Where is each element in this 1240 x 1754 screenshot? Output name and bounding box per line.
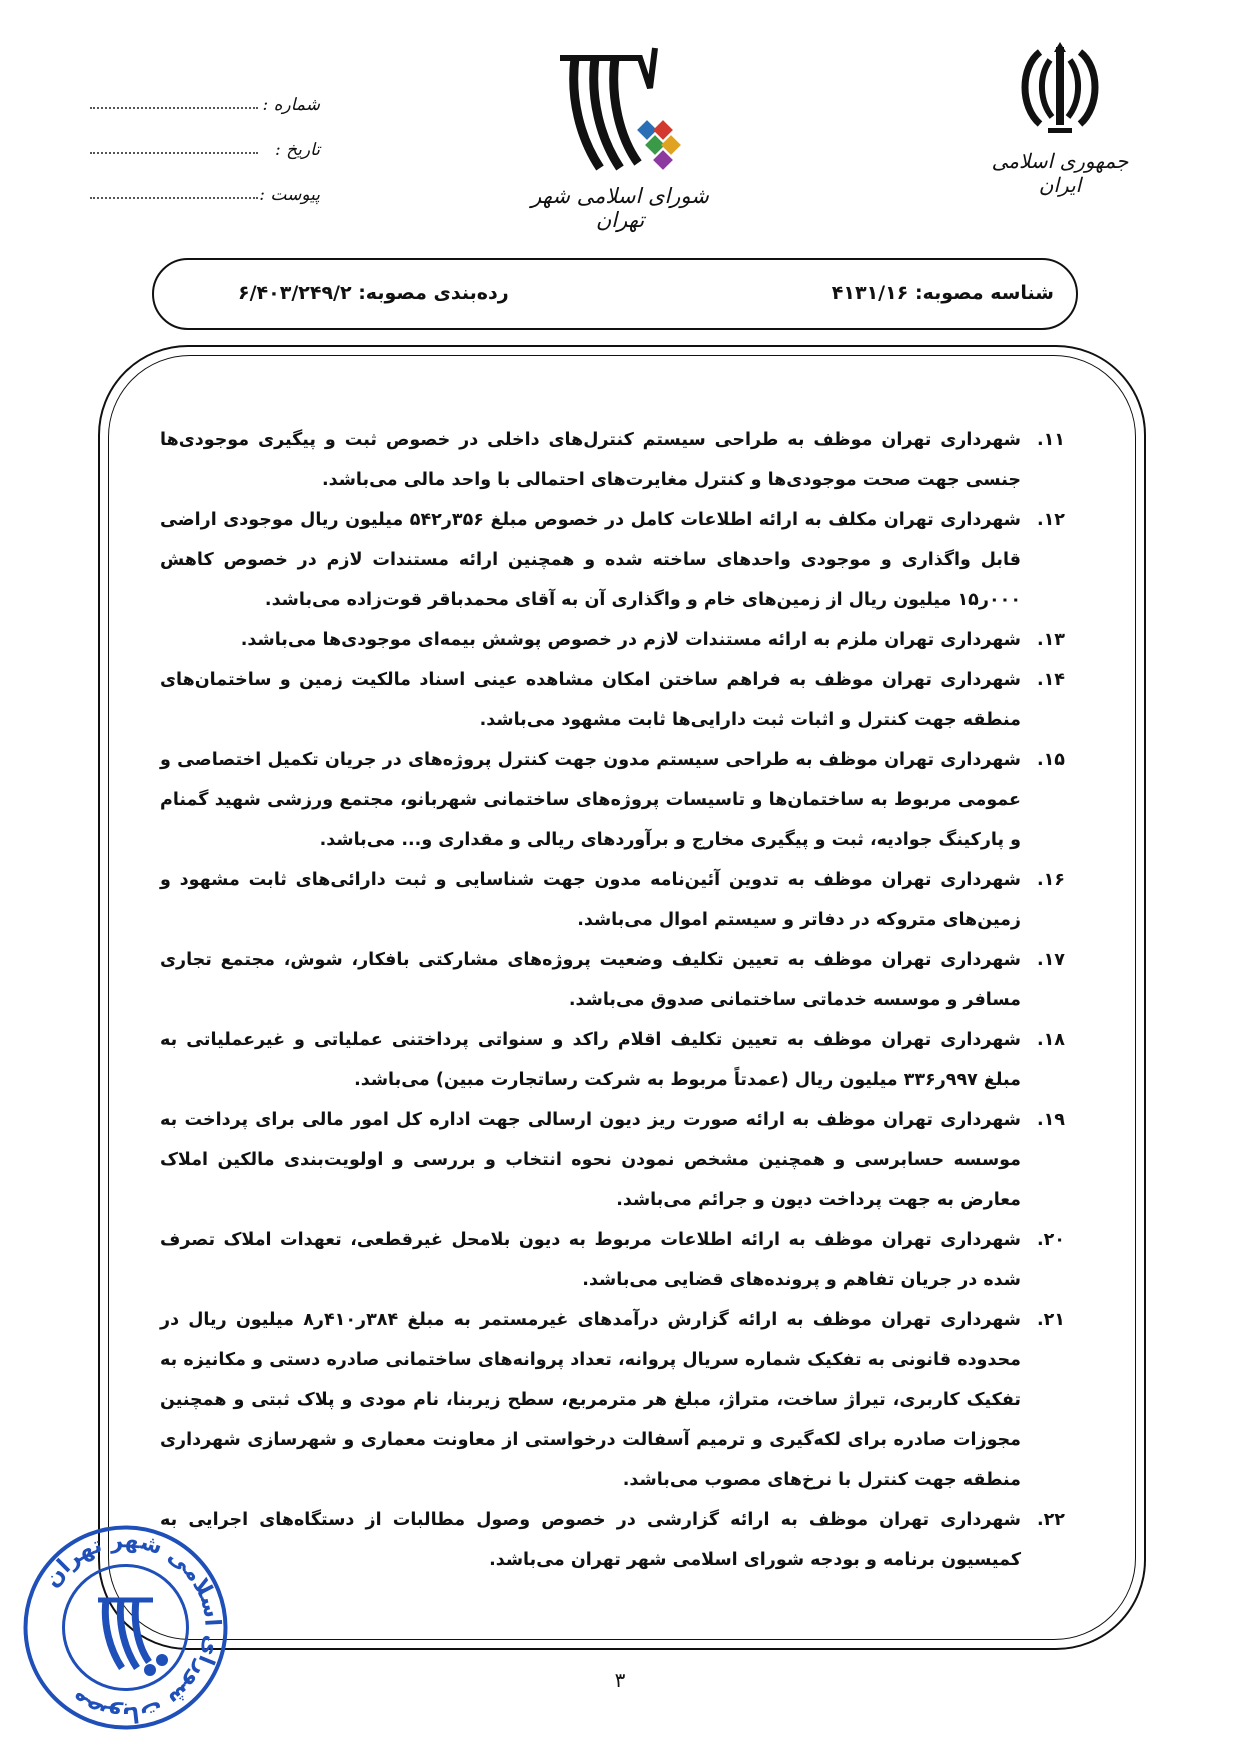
council-logo [520, 28, 720, 232]
item-text: شهرداری تهران موظف به ارائه گزارشی در خصوص وصول مطالبات از دستگاه‌های اجرایی به کمیسیون برنامه و بودجه شورای اسلامی شهر تهران می‌باشد. [160, 1510, 1021, 1570]
item-text: شهرداری تهران موظف به تعیین تکلیف وضعیت پروژه‌های مشارکتی بافکار، شوش، مجتمع تجاری مسافر و موسسه خدماتی ساختمانی صدوق می‌باشد. [160, 950, 1021, 1010]
svg-text:مصوبات شورای اسلامی شهر تهران: مصوبات شورای اسلامی شهر تهران [39, 1528, 225, 1727]
resolution-item [160, 860, 1065, 940]
resolution-classification: رده‌بندی مصوبه: ۶/۴۰۳/۲۴۹/۲ [238, 282, 509, 304]
item-number: ۱۱. [1036, 430, 1065, 450]
item-text: شهرداری تهران موظف به طراحی سیستم مدون جهت کنترل پروژه‌های در جریان تکمیل اختصاصی و عمومی مربوط به ساختمان‌ها و تاسیسات پروژه‌های ساختمانی شهربانو، مجتمع ورزشی شهید گمنام و پارکینگ جوادیه، ثبت و پیگیری مخارج و برآوردهای ریالی و مقداری و... می‌باشد. [160, 750, 1021, 850]
item-number: ۲۰. [1036, 1230, 1065, 1250]
meta-attachment-row [90, 160, 320, 205]
stamp-seal-icon [18, 1520, 233, 1735]
resolution-items [160, 420, 1065, 1580]
item-number: ۱۶. [1036, 870, 1065, 890]
council-caption: شورای اسلامی شهر تهران [531, 184, 709, 232]
emblem-caption: جمهوری اسلامی ایران [991, 149, 1129, 197]
letter-meta [90, 70, 320, 205]
official-stamp [18, 1520, 233, 1735]
resolution-id-box [152, 258, 1078, 330]
item-text: شهرداری تهران موظف به ارائه گزارش درآمدهای غیرمستمر به مبلغ ۳۸۴ر۴۱۰ر۸ میلیون ریال در محدوده قانونی به تفکیک شماره سریال پروانه، تعداد پروانه‌های ساختمانی صادره دستی و مکانیزه به تفکیک کاربری، تیراژ ساخت، متراژ، مبلغ هر مترمربع، سطح زیربنا، نام مودی و پلاک ثبتی و همچنین مجوزات صادره برای لکه‌گیری و ترمیم آسفالت درخواستی از معاونت معماری و شهرسازی شهرداری منطقه جهت کنترل با نرخ‌های مصوب می‌باشد. [160, 1310, 1021, 1490]
meta-date-row [90, 115, 320, 160]
item-text: شهرداری تهران موظف به ارائه صورت ریز دیون ارسالی جهت اداره کل امور مالی برای پرداخت به موسسه حسابرسی و همچنین مشخص نمودن نحوه انتخاب و بررسی و اولویت‌بندی مالکین املاک معارض به جهت پرداخت دیون و جرائم می‌باشد. [160, 1110, 1021, 1210]
resolution-item [160, 1020, 1065, 1100]
item-text: شهرداری تهران موظف به تعیین تکلیف اقلام راکد و سنواتی پرداختنی عملیاتی و غیرعملیاتی به مبلغ ۹۹۷ر۳۳۶ میلیون ریال (عمدتاً مربوط به شرکت رساتجارت مبین) می‌باشد. [160, 1030, 1021, 1090]
resolution-item [160, 420, 1065, 500]
resolution-item [160, 1500, 1065, 1580]
item-number: ۱۵. [1036, 750, 1065, 770]
item-number: ۱۲. [1036, 510, 1065, 530]
item-number: ۱۹. [1036, 1110, 1065, 1130]
item-number: ۱۳. [1036, 630, 1065, 650]
resolution-item [160, 1100, 1065, 1220]
item-number: ۲۱. [1036, 1310, 1065, 1330]
resolution-item [160, 500, 1065, 620]
page-number: ۳ [614, 1668, 626, 1692]
item-text: شهرداری تهران موظف به طراحی سیستم کنترل‌های داخلی در خصوص ثبت و پیگیری موجودی‌ها جنسی جهت صحت موجودی‌ها و کنترل مغایرت‌های احتمالی با واحد مالی می‌باشد. [160, 430, 1021, 490]
meta-attachment-field [90, 197, 258, 199]
council-logo-icon [520, 28, 720, 178]
allah-emblem-icon [1010, 42, 1110, 137]
resolution-item [160, 1220, 1065, 1300]
meta-attachment-label: پیوست : [259, 185, 320, 205]
item-number: ۲۲. [1036, 1510, 1065, 1530]
item-number: ۱۸. [1036, 1030, 1065, 1050]
meta-date-field [90, 152, 258, 154]
item-text: شهرداری تهران مکلف به ارائه اطلاعات کامل در خصوص مبلغ ۳۵۶ر۵۴۲ میلیون ریال موجودی اراضی قابل واگذاری و موجودی واحدهای ساخته شده و همچنین ارائه مستندات لازم در خصوص کاهش ۰۰۰ر۱۵ میلیون ریال از زمین‌های خام و واگذاری آن به آقای محمدباقر قوت‌زاده می‌باشد. [160, 510, 1021, 610]
meta-number-row [90, 70, 320, 115]
resolution-item [160, 940, 1065, 1020]
item-number: ۱۷. [1036, 950, 1065, 970]
item-text: شهرداری تهران ملزم به ارائه مستندات لازم در خصوص پوشش بیمه‌ای موجودی‌ها می‌باشد. [240, 630, 1021, 650]
item-text: شهرداری تهران موظف به ارائه اطلاعات مربوط به دیون بلامحل غیرقطعی، تعهدات املاک تصرف شده در جریان تفاهم و پرونده‌های قضایی می‌باشد. [160, 1230, 1021, 1290]
item-number: ۱۴. [1036, 670, 1065, 690]
item-text: شهرداری تهران موظف به فراهم ساختن امکان مشاهده عینی اسناد مالکیت زمین و ساختمان‌های منطقه جهت کنترل و اثبات ثبت دارایی‌ها ثابت مشهود می‌باشد. [160, 670, 1021, 730]
meta-number-label: شماره : [262, 95, 320, 115]
resolution-id: شناسه مصوبه: ۴۱۳۱/۱۶ [831, 282, 1054, 304]
meta-date-label: تاریخ : [275, 140, 320, 160]
resolution-item [160, 620, 1065, 660]
resolution-item [160, 1300, 1065, 1500]
meta-number-field [90, 107, 258, 109]
item-text: شهرداری تهران موظف به تدوین آئین‌نامه مدون جهت شناسایی و ثبت دارائی‌های ثابت مشهود و زمین‌های متروکه در دفاتر و سیستم اموال می‌باشد. [160, 870, 1021, 930]
resolution-item [160, 740, 1065, 860]
iran-emblem [985, 42, 1135, 202]
resolution-item [160, 660, 1065, 740]
